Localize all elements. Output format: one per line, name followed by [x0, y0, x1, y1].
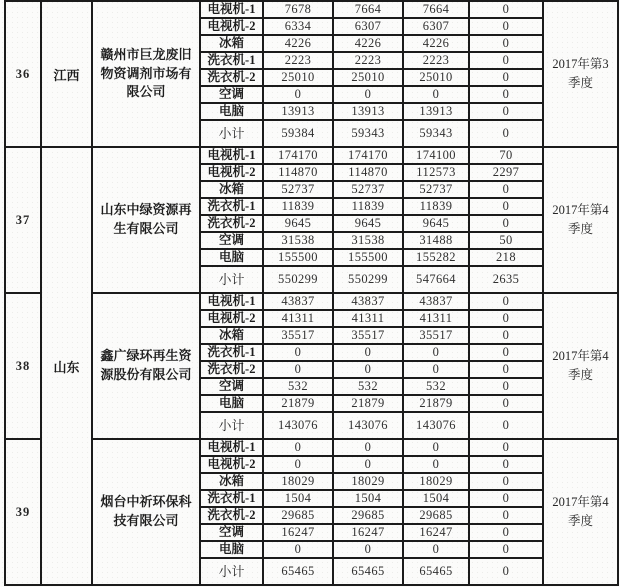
quantity-value-cell: 41311 — [334, 311, 404, 328]
quantity-value-cell: 52737 — [334, 182, 404, 199]
table-row — [6, 2, 619, 19]
quantity-value-cell: 532 — [334, 379, 404, 396]
quantity-value-cell: 16247 — [334, 525, 404, 542]
quantity-value-cell: 31538 — [334, 233, 404, 250]
quantity-value-cell: 114870 — [264, 165, 334, 182]
product-label-cell: 洗衣机-1 — [201, 199, 264, 216]
quantity-value-cell: 0 — [470, 294, 544, 311]
quantity-value-cell: 4226 — [334, 36, 404, 53]
quarter-cell: 2017年第3季度 — [544, 2, 619, 148]
quantity-value-cell: 1504 — [264, 491, 334, 508]
quantity-value-cell: 0 — [470, 87, 544, 104]
quantity-value-cell: 29685 — [264, 508, 334, 525]
quantity-value-cell: 29685 — [334, 508, 404, 525]
product-label-cell: 洗衣机-2 — [201, 70, 264, 87]
quantity-value-cell: 0 — [264, 457, 334, 474]
quantity-value-cell: 0 — [470, 362, 544, 379]
subtotal-value-cell: 59343 — [334, 121, 404, 148]
subtotal-value-cell: 550299 — [334, 267, 404, 294]
quantity-value-cell: 0 — [470, 216, 544, 233]
quantity-value-cell: 0 — [264, 440, 334, 457]
quantity-value-cell: 0 — [470, 328, 544, 345]
product-label-cell: 冰箱 — [201, 36, 264, 53]
subtotal-value-cell: 0 — [470, 121, 544, 148]
quantity-value-cell: 2223 — [404, 53, 470, 70]
quantity-value-cell: 0 — [470, 457, 544, 474]
quantity-value-cell: 25010 — [334, 70, 404, 87]
quantity-value-cell: 18029 — [334, 474, 404, 491]
product-label-cell: 电视机-2 — [201, 165, 264, 182]
subtotal-value-cell: 0 — [470, 413, 544, 440]
quantity-value-cell: 41311 — [404, 311, 470, 328]
quantity-value-cell: 6307 — [334, 19, 404, 36]
quantity-value-cell: 70 — [470, 148, 544, 165]
quantity-value-cell: 9645 — [404, 216, 470, 233]
quantity-value-cell: 0 — [264, 87, 334, 104]
subtotal-value-cell: 143076 — [404, 413, 470, 440]
product-label-cell: 电视机-2 — [201, 311, 264, 328]
quantity-value-cell: 35517 — [404, 328, 470, 345]
subtotal-value-cell: 0 — [470, 559, 544, 586]
quantity-value-cell: 0 — [470, 345, 544, 362]
quantity-value-cell: 35517 — [264, 328, 334, 345]
product-label-cell: 电脑 — [201, 250, 264, 267]
quantity-value-cell: 0 — [470, 182, 544, 199]
quantity-value-cell: 0 — [470, 2, 544, 19]
product-label-cell: 电脑 — [201, 542, 264, 559]
quantity-value-cell: 0 — [334, 87, 404, 104]
table-row — [6, 440, 619, 457]
quantity-value-cell: 0 — [404, 362, 470, 379]
quantity-value-cell: 155500 — [264, 250, 334, 267]
quantity-value-cell: 0 — [470, 53, 544, 70]
quantity-value-cell: 25010 — [264, 70, 334, 87]
subtotal-value-cell: 143076 — [264, 413, 334, 440]
product-label-cell: 冰箱 — [201, 182, 264, 199]
quantity-value-cell: 218 — [470, 250, 544, 267]
quantity-value-cell: 0 — [470, 199, 544, 216]
product-label-cell: 洗衣机-2 — [201, 216, 264, 233]
product-label-cell: 洗衣机-1 — [201, 491, 264, 508]
product-label-cell: 电脑 — [201, 396, 264, 413]
sequence-number-cell: 37 — [6, 148, 42, 294]
quantity-value-cell: 0 — [404, 542, 470, 559]
quantity-value-cell: 0 — [334, 345, 404, 362]
quantity-value-cell: 41311 — [264, 311, 334, 328]
subtotal-value-cell: 65465 — [404, 559, 470, 586]
quantity-value-cell: 0 — [470, 491, 544, 508]
product-label-cell: 洗衣机-2 — [201, 508, 264, 525]
quantity-value-cell: 7664 — [404, 2, 470, 19]
table-row — [6, 294, 619, 311]
quantity-value-cell: 31488 — [404, 233, 470, 250]
table-body — [6, 2, 619, 586]
company-name-cell: 山东中绿资源再生有限公司 — [93, 148, 201, 294]
province-cell: 江西 — [42, 2, 93, 148]
subtotal-value-cell: 65465 — [264, 559, 334, 586]
quantity-value-cell: 0 — [470, 525, 544, 542]
quantity-value-cell: 174100 — [404, 148, 470, 165]
quantity-value-cell: 1504 — [404, 491, 470, 508]
quantity-value-cell: 0 — [404, 345, 470, 362]
quarter-cell: 2017年第4季度 — [544, 148, 619, 294]
quantity-value-cell: 0 — [404, 440, 470, 457]
quantity-value-cell: 7678 — [264, 2, 334, 19]
quantity-value-cell: 13913 — [404, 104, 470, 121]
quantity-value-cell: 0 — [334, 440, 404, 457]
quantity-value-cell: 0 — [404, 457, 470, 474]
table-row — [6, 148, 619, 165]
quantity-value-cell: 0 — [470, 36, 544, 53]
quantity-value-cell: 174170 — [334, 148, 404, 165]
product-label-cell: 冰箱 — [201, 328, 264, 345]
company-name-cell: 烟台中祈环保科技有限公司 — [93, 440, 201, 586]
quantity-value-cell: 0 — [470, 542, 544, 559]
product-label-cell: 冰箱 — [201, 474, 264, 491]
product-label-cell: 洗衣机-1 — [201, 53, 264, 70]
quantity-value-cell: 9645 — [264, 216, 334, 233]
subtotal-value-cell: 2635 — [470, 267, 544, 294]
subtotal-label-cell: 小计 — [201, 121, 264, 148]
quantity-value-cell: 43837 — [334, 294, 404, 311]
quantity-value-cell: 0 — [470, 474, 544, 491]
quantity-value-cell: 21879 — [404, 396, 470, 413]
quantity-value-cell: 0 — [264, 362, 334, 379]
quantity-value-cell: 6307 — [404, 19, 470, 36]
company-name-cell: 赣州市巨龙废旧物资调剂市场有限公司 — [93, 2, 201, 148]
quarter-cell: 2017年第4季度 — [544, 440, 619, 586]
product-label-cell: 电视机-1 — [201, 294, 264, 311]
product-label-cell: 电视机-1 — [201, 440, 264, 457]
quantity-value-cell: 6334 — [264, 19, 334, 36]
quantity-value-cell: 112573 — [404, 165, 470, 182]
sequence-number-cell: 39 — [6, 440, 42, 586]
quantity-value-cell: 532 — [264, 379, 334, 396]
quantity-value-cell: 2223 — [264, 53, 334, 70]
quantity-value-cell: 1504 — [334, 491, 404, 508]
quantity-value-cell: 11839 — [264, 199, 334, 216]
quantity-value-cell: 7664 — [334, 2, 404, 19]
subtotal-value-cell: 59384 — [264, 121, 334, 148]
quantity-value-cell: 52737 — [404, 182, 470, 199]
quantity-value-cell: 50 — [470, 233, 544, 250]
quantity-value-cell: 0 — [470, 311, 544, 328]
quantity-value-cell: 31538 — [264, 233, 334, 250]
quantity-value-cell: 174170 — [264, 148, 334, 165]
sequence-number-cell: 38 — [6, 294, 42, 440]
product-label-cell: 电视机-2 — [201, 19, 264, 36]
quantity-value-cell: 0 — [470, 70, 544, 87]
subtotal-value-cell: 65465 — [334, 559, 404, 586]
quantity-value-cell: 16247 — [264, 525, 334, 542]
quantity-value-cell: 114870 — [334, 165, 404, 182]
quantity-value-cell: 0 — [470, 396, 544, 413]
quantity-value-cell: 0 — [264, 542, 334, 559]
subtotal-value-cell: 143076 — [334, 413, 404, 440]
quantity-value-cell: 0 — [470, 19, 544, 36]
quantity-value-cell: 18029 — [264, 474, 334, 491]
product-label-cell: 洗衣机-1 — [201, 345, 264, 362]
quantity-value-cell: 13913 — [334, 104, 404, 121]
quantity-value-cell: 4226 — [404, 36, 470, 53]
quantity-value-cell: 43837 — [404, 294, 470, 311]
quantity-value-cell: 13913 — [264, 104, 334, 121]
product-label-cell: 空调 — [201, 525, 264, 542]
quantity-value-cell: 11839 — [334, 199, 404, 216]
quantity-value-cell: 18029 — [404, 474, 470, 491]
quarter-cell: 2017年第4季度 — [544, 294, 619, 440]
quantity-value-cell: 0 — [470, 508, 544, 525]
quantity-value-cell: 0 — [470, 379, 544, 396]
quantity-value-cell: 0 — [470, 440, 544, 457]
subtotal-value-cell: 59343 — [404, 121, 470, 148]
quantity-value-cell: 2223 — [334, 53, 404, 70]
subtotal-label-cell: 小计 — [201, 413, 264, 440]
product-label-cell: 空调 — [201, 233, 264, 250]
quantity-value-cell: 25010 — [404, 70, 470, 87]
quantity-value-cell: 0 — [334, 542, 404, 559]
product-label-cell: 空调 — [201, 379, 264, 396]
province-cell: 山东 — [42, 148, 93, 586]
subtotal-label-cell: 小计 — [201, 559, 264, 586]
quantity-value-cell: 21879 — [264, 396, 334, 413]
quantity-value-cell: 52737 — [264, 182, 334, 199]
quantity-value-cell: 0 — [334, 457, 404, 474]
product-label-cell: 电脑 — [201, 104, 264, 121]
quantity-value-cell: 21879 — [334, 396, 404, 413]
quantity-value-cell: 16247 — [404, 525, 470, 542]
quantity-value-cell: 0 — [404, 87, 470, 104]
quantity-value-cell: 35517 — [334, 328, 404, 345]
product-label-cell: 电视机-2 — [201, 457, 264, 474]
sequence-number-cell: 36 — [6, 2, 42, 148]
quantity-value-cell: 0 — [264, 345, 334, 362]
quantity-value-cell: 2297 — [470, 165, 544, 182]
recycling-quantity-table — [4, 0, 619, 586]
quantity-value-cell: 532 — [404, 379, 470, 396]
quantity-value-cell: 155282 — [404, 250, 470, 267]
quantity-value-cell: 11839 — [404, 199, 470, 216]
quantity-value-cell: 0 — [470, 104, 544, 121]
product-label-cell: 空调 — [201, 87, 264, 104]
quantity-value-cell: 155500 — [334, 250, 404, 267]
quantity-value-cell: 29685 — [404, 508, 470, 525]
subtotal-value-cell: 547664 — [404, 267, 470, 294]
quantity-value-cell: 9645 — [334, 216, 404, 233]
subtotal-value-cell: 550299 — [264, 267, 334, 294]
product-label-cell: 电视机-1 — [201, 2, 264, 19]
quantity-value-cell: 43837 — [264, 294, 334, 311]
product-label-cell: 洗衣机-2 — [201, 362, 264, 379]
subtotal-label-cell: 小计 — [201, 267, 264, 294]
product-label-cell: 电视机-1 — [201, 148, 264, 165]
quantity-value-cell: 0 — [334, 362, 404, 379]
company-name-cell: 鑫广绿环再生资源股份有限公司 — [93, 294, 201, 440]
quantity-value-cell: 4226 — [264, 36, 334, 53]
